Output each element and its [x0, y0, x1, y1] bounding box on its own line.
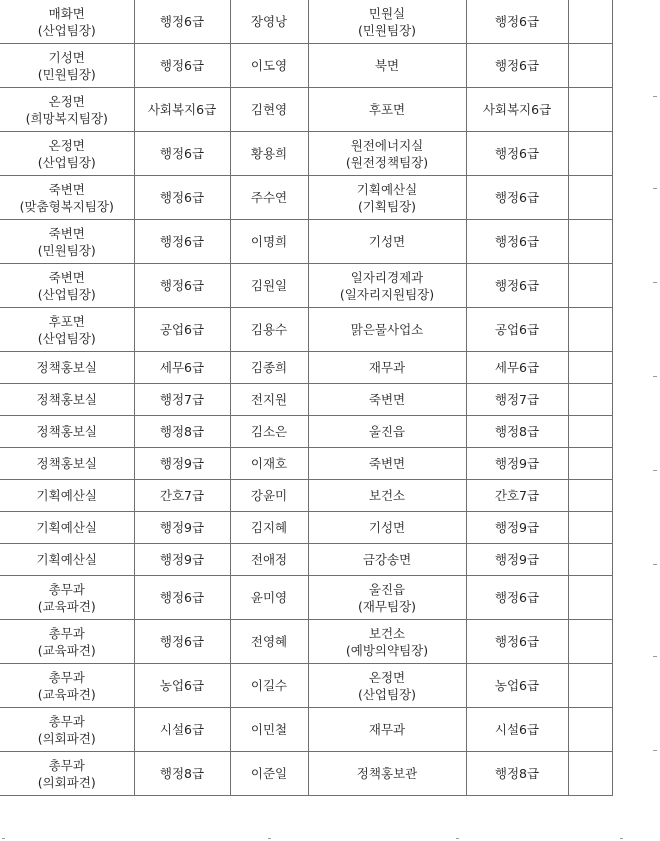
employee-name: 김현영 [250, 102, 288, 117]
cell-from-department [0, 664, 134, 708]
cell-from-department [0, 264, 134, 308]
cell-from-department [0, 480, 134, 512]
cell-to-department [308, 620, 466, 664]
grade-after: 행정9급 [494, 552, 540, 567]
grade-after: 행정6급 [494, 634, 540, 649]
cell-grade-after [466, 512, 568, 544]
to-dept: 일자리경제과 [350, 269, 424, 285]
cell-name [230, 384, 308, 416]
cell-from-department [0, 576, 134, 620]
cell-to-department [308, 384, 466, 416]
employee-name: 김용수 [250, 322, 288, 337]
cell-grade-before [134, 620, 230, 664]
to-team: (산업팀장) [357, 686, 417, 702]
from-team: (산업팀장) [37, 286, 96, 302]
bottom-mark [268, 838, 271, 839]
employee-name: 이준일 [250, 766, 288, 781]
cell-from-department [0, 176, 134, 220]
to-dept: 죽변면 [368, 392, 406, 407]
cell-note [568, 132, 612, 176]
grade-after: 행정8급 [494, 766, 540, 781]
cell-from-department [0, 308, 134, 352]
cell-name [230, 416, 308, 448]
cell-grade-after [466, 664, 568, 708]
cell-note [568, 264, 612, 308]
from-dept: 기획예산실 [36, 488, 97, 503]
from-dept: 매화면 [48, 5, 85, 21]
cell-from-department [0, 620, 134, 664]
to-dept: 울진읍 [368, 424, 406, 439]
table-row [0, 308, 612, 352]
cell-from-department [0, 132, 134, 176]
cell-to-department [308, 576, 466, 620]
table-row [0, 132, 612, 176]
grade-before: 행정9급 [159, 552, 205, 567]
cell-name [230, 544, 308, 576]
employee-name: 주수연 [250, 190, 288, 205]
cell-note [568, 576, 612, 620]
cell-to-department [308, 544, 466, 576]
from-dept: 정책홍보실 [36, 424, 97, 439]
cell-grade-after [466, 44, 568, 88]
table-row [0, 480, 612, 512]
from-dept: 정책홍보실 [36, 392, 97, 407]
cell-note [568, 620, 612, 664]
cell-note [568, 308, 612, 352]
from-dept: 기성면 [48, 49, 85, 65]
cell-grade-before [134, 220, 230, 264]
cell-name [230, 308, 308, 352]
to-dept: 기성면 [368, 520, 406, 535]
cell-grade-before [134, 416, 230, 448]
from-team: (교육파견) [37, 686, 96, 702]
table-row [0, 664, 612, 708]
cell-from-department [0, 352, 134, 384]
grade-before: 행정6급 [159, 146, 205, 161]
cell-grade-after [466, 384, 568, 416]
table-row [0, 752, 612, 796]
cell-name [230, 44, 308, 88]
cell-name [230, 448, 308, 480]
cell-grade-before [134, 88, 230, 132]
to-team: (민원팀장) [357, 22, 417, 38]
grade-before: 행정6급 [159, 190, 205, 205]
cell-note [568, 384, 612, 416]
employee-name: 이명희 [250, 234, 288, 249]
cell-to-department [308, 480, 466, 512]
cell-grade-before [134, 752, 230, 796]
employee-name: 김종희 [250, 360, 288, 375]
grade-before: 행정6급 [159, 58, 205, 73]
from-team: (맞춤형복지팀장) [19, 198, 114, 214]
table-row [0, 448, 612, 480]
employee-name: 이길수 [250, 678, 288, 693]
cell-grade-before [134, 664, 230, 708]
cell-grade-after [466, 88, 568, 132]
employee-name: 이재호 [250, 456, 288, 471]
grade-before: 행정9급 [159, 520, 205, 535]
cell-note [568, 448, 612, 480]
to-team: (원전정책팀장) [345, 154, 429, 170]
cell-grade-before [134, 264, 230, 308]
cell-grade-after [466, 576, 568, 620]
cell-to-department [308, 132, 466, 176]
to-dept: 보건소 [368, 625, 406, 641]
margin-mark [653, 282, 657, 283]
grade-after: 행정7급 [494, 392, 540, 407]
cell-grade-before [134, 512, 230, 544]
cell-name [230, 512, 308, 544]
cell-grade-after [466, 448, 568, 480]
from-dept: 온정면 [48, 137, 85, 153]
cell-grade-before [134, 576, 230, 620]
cell-grade-after [466, 480, 568, 512]
cell-to-department [308, 308, 466, 352]
cell-from-department [0, 220, 134, 264]
cell-grade-after [466, 0, 568, 44]
cell-name [230, 752, 308, 796]
grade-after: 시설6급 [494, 722, 540, 737]
to-dept: 기성면 [368, 234, 406, 249]
cell-note [568, 512, 612, 544]
bottom-mark [620, 838, 623, 839]
to-team: (재무팀장) [357, 598, 417, 614]
table-row [0, 384, 612, 416]
grade-after: 공업6급 [494, 322, 540, 337]
grade-after: 농업6급 [494, 678, 540, 693]
cell-note [568, 752, 612, 796]
cell-grade-after [466, 352, 568, 384]
to-dept: 후포면 [368, 102, 406, 117]
grade-before: 행정7급 [159, 392, 205, 407]
grade-before: 행정8급 [159, 424, 205, 439]
grade-after: 행정9급 [494, 456, 540, 471]
cell-to-department [308, 176, 466, 220]
from-team: (민원팀장) [37, 242, 96, 258]
table-row [0, 352, 612, 384]
cell-grade-before [134, 0, 230, 44]
from-dept: 총무과 [48, 581, 85, 597]
from-team: (의회파견) [37, 774, 96, 790]
cell-grade-after [466, 132, 568, 176]
grade-after: 사회복지6급 [482, 102, 552, 117]
employee-name: 강윤미 [250, 488, 288, 503]
table-row [0, 544, 612, 576]
cell-name [230, 708, 308, 752]
bottom-mark [456, 838, 459, 839]
margin-mark [653, 564, 657, 565]
margin-mark [653, 96, 657, 97]
margin-mark [653, 656, 657, 657]
to-dept: 보건소 [368, 488, 406, 503]
cell-from-department [0, 752, 134, 796]
cell-grade-after [466, 620, 568, 664]
to-dept: 재무과 [368, 360, 406, 375]
to-dept: 원전에너지실 [350, 137, 424, 153]
cell-from-department [0, 448, 134, 480]
from-dept: 총무과 [48, 757, 85, 773]
cell-name [230, 352, 308, 384]
grade-before: 농업6급 [159, 678, 205, 693]
grade-after: 행정6급 [494, 278, 540, 293]
cell-to-department [308, 512, 466, 544]
cell-note [568, 544, 612, 576]
cell-to-department [308, 264, 466, 308]
table-row [0, 576, 612, 620]
to-dept: 죽변면 [368, 456, 406, 471]
cell-to-department [308, 44, 466, 88]
employee-name: 전지원 [250, 392, 288, 407]
from-dept: 온정면 [48, 93, 85, 109]
grade-before: 행정6급 [159, 14, 205, 29]
cell-name [230, 264, 308, 308]
employee-name: 장영낭 [250, 14, 288, 29]
from-team: (희망복지팀장) [25, 110, 108, 126]
from-team: (교육파견) [37, 598, 96, 614]
cell-note [568, 176, 612, 220]
cell-from-department [0, 0, 134, 44]
cell-name [230, 220, 308, 264]
from-team: (산업팀장) [37, 22, 96, 38]
to-dept: 온정면 [368, 669, 406, 685]
grade-before: 사회복지6급 [147, 102, 217, 117]
grade-after: 행정6급 [494, 590, 540, 605]
cell-from-department [0, 416, 134, 448]
grade-before: 행정6급 [159, 278, 205, 293]
employee-name: 김지혜 [250, 520, 288, 535]
from-dept: 죽변면 [48, 181, 85, 197]
from-dept: 정책홍보실 [36, 360, 97, 375]
cell-grade-before [134, 176, 230, 220]
grade-after: 행정6급 [494, 146, 540, 161]
cell-grade-before [134, 448, 230, 480]
cell-grade-after [466, 416, 568, 448]
employee-name: 김원일 [250, 278, 288, 293]
from-team: (산업팀장) [37, 154, 96, 170]
cell-note [568, 708, 612, 752]
margin-mark [653, 470, 657, 471]
table-row [0, 88, 612, 132]
to-team: (예방의약팀장) [345, 642, 429, 658]
cell-to-department [308, 448, 466, 480]
table-row [0, 620, 612, 664]
cell-grade-before [134, 544, 230, 576]
grade-before: 간호7급 [159, 488, 205, 503]
cell-to-department [308, 0, 466, 44]
from-dept: 죽변면 [48, 225, 85, 241]
cell-name [230, 664, 308, 708]
cell-note [568, 480, 612, 512]
grade-before: 시설6급 [159, 722, 205, 737]
from-dept: 정책홍보실 [36, 456, 97, 471]
grade-before: 세무6급 [159, 360, 205, 375]
from-dept: 기획예산실 [36, 520, 97, 535]
employee-name: 황용희 [250, 146, 288, 161]
cell-note [568, 88, 612, 132]
cell-from-department [0, 512, 134, 544]
cell-to-department [308, 352, 466, 384]
margin-mark [653, 188, 657, 189]
cell-grade-before [134, 352, 230, 384]
grade-after: 세무6급 [494, 360, 540, 375]
margin-mark [653, 750, 657, 751]
cell-name [230, 480, 308, 512]
table-row [0, 512, 612, 544]
cell-grade-before [134, 132, 230, 176]
from-team: (의회파견) [37, 730, 96, 746]
cell-name [230, 88, 308, 132]
to-dept: 울진읍 [368, 581, 406, 597]
cell-to-department [308, 664, 466, 708]
to-dept: 금강송면 [362, 552, 412, 567]
grade-before: 행정9급 [159, 456, 205, 471]
grade-before: 행정6급 [159, 634, 205, 649]
employee-name: 윤미영 [250, 590, 288, 605]
from-dept: 죽변면 [48, 269, 85, 285]
cell-note [568, 352, 612, 384]
table-row [0, 708, 612, 752]
table-row [0, 44, 612, 88]
grade-after: 행정6급 [494, 58, 540, 73]
cell-from-department [0, 708, 134, 752]
cell-grade-after [466, 264, 568, 308]
cell-grade-after [466, 708, 568, 752]
to-team: (일자리지원팀장) [339, 286, 435, 302]
grade-after: 행정6급 [494, 234, 540, 249]
table-row [0, 0, 612, 44]
grade-before: 행정6급 [159, 590, 205, 605]
cell-note [568, 416, 612, 448]
table-row [0, 264, 612, 308]
cell-name [230, 576, 308, 620]
to-dept: 정책홍보관 [356, 766, 418, 781]
employee-name: 김소은 [250, 424, 288, 439]
grade-before: 행정8급 [159, 766, 205, 781]
grade-after: 행정6급 [494, 14, 540, 29]
cell-note [568, 664, 612, 708]
cell-to-department [308, 416, 466, 448]
table-row [0, 220, 612, 264]
employee-name: 전애정 [250, 552, 288, 567]
employee-name: 이도영 [250, 58, 288, 73]
cell-note [568, 220, 612, 264]
cell-from-department [0, 88, 134, 132]
cell-name [230, 176, 308, 220]
employee-name: 전영혜 [250, 634, 288, 649]
cell-note [568, 44, 612, 88]
table-row [0, 176, 612, 220]
from-team: (산업팀장) [37, 330, 96, 346]
cell-grade-before [134, 480, 230, 512]
to-team: (기획팀장) [357, 198, 417, 214]
grade-before: 공업6급 [159, 322, 205, 337]
cell-to-department [308, 220, 466, 264]
cell-name [230, 620, 308, 664]
cell-grade-after [466, 308, 568, 352]
cell-name [230, 0, 308, 44]
grade-before: 행정6급 [159, 234, 205, 249]
from-team: (민원팀장) [37, 66, 96, 82]
from-dept: 기획예산실 [36, 552, 97, 567]
cell-to-department [308, 88, 466, 132]
cell-grade-after [466, 752, 568, 796]
cell-to-department [308, 708, 466, 752]
cell-grade-before [134, 44, 230, 88]
from-team: (교육파견) [37, 642, 96, 658]
to-dept: 민원실 [368, 5, 406, 21]
cell-note [568, 0, 612, 44]
grade-after: 행정8급 [494, 424, 540, 439]
cell-from-department [0, 44, 134, 88]
bottom-mark [2, 838, 5, 839]
cell-grade-before [134, 308, 230, 352]
margin-mark [653, 376, 657, 377]
cell-grade-after [466, 220, 568, 264]
grade-after: 행정9급 [494, 520, 540, 535]
to-dept: 맑은물사업소 [350, 322, 424, 337]
to-dept: 재무과 [368, 722, 406, 737]
from-dept: 총무과 [48, 625, 85, 641]
from-dept: 총무과 [48, 713, 85, 729]
cell-from-department [0, 384, 134, 416]
from-dept: 후포면 [48, 313, 85, 329]
cell-from-department [0, 544, 134, 576]
to-dept: 기획예산실 [356, 181, 418, 197]
table-row [0, 416, 612, 448]
cell-name [230, 132, 308, 176]
grade-after: 행정6급 [494, 190, 540, 205]
cell-to-department [308, 752, 466, 796]
cell-grade-before [134, 708, 230, 752]
employee-name: 이민철 [250, 722, 288, 737]
cell-grade-before [134, 384, 230, 416]
to-dept: 북면 [374, 58, 400, 73]
cell-grade-after [466, 176, 568, 220]
grade-after: 간호7급 [494, 488, 540, 503]
from-dept: 총무과 [48, 669, 85, 685]
cell-grade-after [466, 544, 568, 576]
